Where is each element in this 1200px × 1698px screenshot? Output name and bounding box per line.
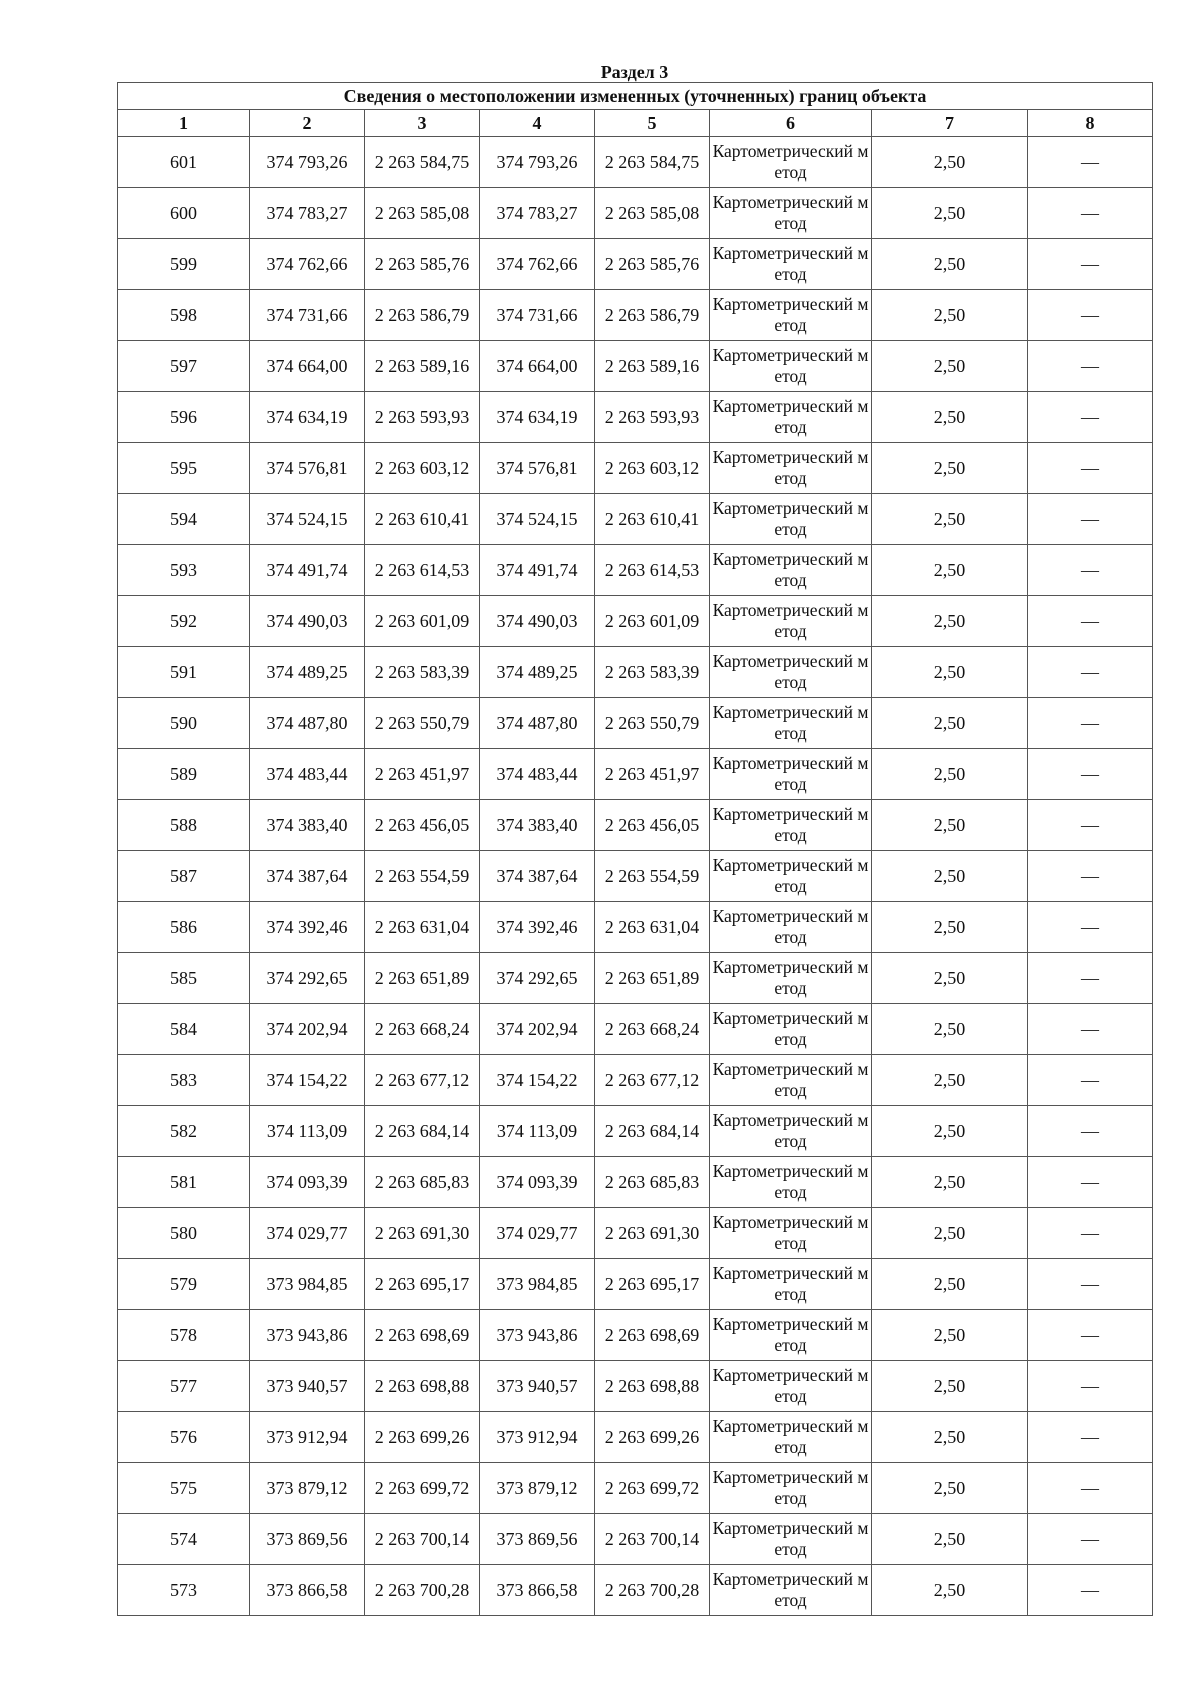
point-number-cell: 590 bbox=[118, 698, 250, 749]
point-number-cell: 577 bbox=[118, 1361, 250, 1412]
y-old-cell: 2 263 583,39 bbox=[365, 647, 480, 698]
precision-cell: 2,50 bbox=[872, 1055, 1028, 1106]
description-cell: — bbox=[1028, 1004, 1153, 1055]
method-cell: Картометрический метод bbox=[710, 953, 872, 1004]
description-cell: — bbox=[1028, 341, 1153, 392]
method-cell: Картометрический метод bbox=[710, 1463, 872, 1514]
description-cell: — bbox=[1028, 239, 1153, 290]
x-new-cell: 374 664,00 bbox=[480, 341, 595, 392]
point-number-cell: 599 bbox=[118, 239, 250, 290]
table-row bbox=[118, 1463, 1153, 1514]
y-old-cell: 2 263 601,09 bbox=[365, 596, 480, 647]
x-new-cell: 374 292,65 bbox=[480, 953, 595, 1004]
method-cell: Картометрический метод bbox=[710, 1565, 872, 1616]
column-number: 8 bbox=[1028, 110, 1153, 137]
x-old-cell: 374 387,64 bbox=[250, 851, 365, 902]
y-old-cell: 2 263 698,88 bbox=[365, 1361, 480, 1412]
point-number-cell: 585 bbox=[118, 953, 250, 1004]
y-new-cell: 2 263 614,53 bbox=[595, 545, 710, 596]
description-cell: — bbox=[1028, 494, 1153, 545]
column-number: 7 bbox=[872, 110, 1028, 137]
x-new-cell: 373 879,12 bbox=[480, 1463, 595, 1514]
table-caption: Сведения о местоположении измененных (уточненных) границ объекта bbox=[118, 83, 1153, 110]
table-row bbox=[118, 749, 1153, 800]
x-new-cell: 374 793,26 bbox=[480, 137, 595, 188]
description-cell: — bbox=[1028, 1208, 1153, 1259]
x-old-cell: 374 392,46 bbox=[250, 902, 365, 953]
y-new-cell: 2 263 456,05 bbox=[595, 800, 710, 851]
point-number-cell: 598 bbox=[118, 290, 250, 341]
precision-cell: 2,50 bbox=[872, 1106, 1028, 1157]
x-old-cell: 373 866,58 bbox=[250, 1565, 365, 1616]
description-cell: — bbox=[1028, 1514, 1153, 1565]
method-cell: Картометрический метод bbox=[710, 1157, 872, 1208]
x-old-cell: 373 940,57 bbox=[250, 1361, 365, 1412]
method-cell: Картометрический метод bbox=[710, 596, 872, 647]
table-row bbox=[118, 800, 1153, 851]
x-old-cell: 374 113,09 bbox=[250, 1106, 365, 1157]
point-number-cell: 600 bbox=[118, 188, 250, 239]
x-old-cell: 374 383,40 bbox=[250, 800, 365, 851]
table-row bbox=[118, 545, 1153, 596]
column-number: 2 bbox=[250, 110, 365, 137]
y-old-cell: 2 263 584,75 bbox=[365, 137, 480, 188]
x-old-cell: 374 202,94 bbox=[250, 1004, 365, 1055]
point-number-cell: 589 bbox=[118, 749, 250, 800]
point-number-cell: 597 bbox=[118, 341, 250, 392]
x-old-cell: 374 664,00 bbox=[250, 341, 365, 392]
point-number-cell: 581 bbox=[118, 1157, 250, 1208]
y-old-cell: 2 263 700,14 bbox=[365, 1514, 480, 1565]
description-cell: — bbox=[1028, 1463, 1153, 1514]
precision-cell: 2,50 bbox=[872, 1565, 1028, 1616]
point-number-cell: 580 bbox=[118, 1208, 250, 1259]
y-old-cell: 2 263 554,59 bbox=[365, 851, 480, 902]
x-old-cell: 374 491,74 bbox=[250, 545, 365, 596]
table-row bbox=[118, 1106, 1153, 1157]
method-cell: Картометрический метод bbox=[710, 902, 872, 953]
x-new-cell: 374 762,66 bbox=[480, 239, 595, 290]
point-number-cell: 579 bbox=[118, 1259, 250, 1310]
x-old-cell: 373 912,94 bbox=[250, 1412, 365, 1463]
description-cell: — bbox=[1028, 596, 1153, 647]
point-number-cell: 593 bbox=[118, 545, 250, 596]
y-old-cell: 2 263 603,12 bbox=[365, 443, 480, 494]
table-row bbox=[118, 1310, 1153, 1361]
method-cell: Картометрический метод bbox=[710, 1412, 872, 1463]
precision-cell: 2,50 bbox=[872, 1259, 1028, 1310]
method-cell: Картометрический метод bbox=[710, 341, 872, 392]
x-new-cell: 374 731,66 bbox=[480, 290, 595, 341]
y-new-cell: 2 263 700,14 bbox=[595, 1514, 710, 1565]
precision-cell: 2,50 bbox=[872, 239, 1028, 290]
x-new-cell: 373 869,56 bbox=[480, 1514, 595, 1565]
y-new-cell: 2 263 700,28 bbox=[595, 1565, 710, 1616]
table-row bbox=[118, 1157, 1153, 1208]
precision-cell: 2,50 bbox=[872, 290, 1028, 341]
point-number-cell: 586 bbox=[118, 902, 250, 953]
point-number-cell: 573 bbox=[118, 1565, 250, 1616]
table-row bbox=[118, 1514, 1153, 1565]
point-number-cell: 601 bbox=[118, 137, 250, 188]
description-cell: — bbox=[1028, 392, 1153, 443]
document-page bbox=[117, 62, 1152, 1616]
y-new-cell: 2 263 610,41 bbox=[595, 494, 710, 545]
precision-cell: 2,50 bbox=[872, 137, 1028, 188]
description-cell: — bbox=[1028, 1310, 1153, 1361]
y-new-cell: 2 263 583,39 bbox=[595, 647, 710, 698]
x-new-cell: 374 392,46 bbox=[480, 902, 595, 953]
point-number-cell: 596 bbox=[118, 392, 250, 443]
point-number-cell: 588 bbox=[118, 800, 250, 851]
method-cell: Картометрический метод bbox=[710, 392, 872, 443]
description-cell: — bbox=[1028, 1106, 1153, 1157]
y-old-cell: 2 263 651,89 bbox=[365, 953, 480, 1004]
method-cell: Картометрический метод bbox=[710, 1208, 872, 1259]
y-new-cell: 2 263 585,08 bbox=[595, 188, 710, 239]
point-number-cell: 578 bbox=[118, 1310, 250, 1361]
y-new-cell: 2 263 601,09 bbox=[595, 596, 710, 647]
x-new-cell: 373 866,58 bbox=[480, 1565, 595, 1616]
x-new-cell: 374 113,09 bbox=[480, 1106, 595, 1157]
y-new-cell: 2 263 668,24 bbox=[595, 1004, 710, 1055]
table-row bbox=[118, 1412, 1153, 1463]
y-old-cell: 2 263 668,24 bbox=[365, 1004, 480, 1055]
table-row bbox=[118, 1361, 1153, 1412]
method-cell: Картометрический метод bbox=[710, 239, 872, 290]
point-number-cell: 594 bbox=[118, 494, 250, 545]
method-cell: Картометрический метод bbox=[710, 290, 872, 341]
table-row bbox=[118, 1565, 1153, 1616]
description-cell: — bbox=[1028, 290, 1153, 341]
y-new-cell: 2 263 651,89 bbox=[595, 953, 710, 1004]
x-old-cell: 374 634,19 bbox=[250, 392, 365, 443]
y-new-cell: 2 263 585,76 bbox=[595, 239, 710, 290]
y-old-cell: 2 263 699,26 bbox=[365, 1412, 480, 1463]
y-new-cell: 2 263 677,12 bbox=[595, 1055, 710, 1106]
table-row bbox=[118, 443, 1153, 494]
x-new-cell: 374 576,81 bbox=[480, 443, 595, 494]
method-cell: Картометрический метод bbox=[710, 1514, 872, 1565]
y-old-cell: 2 263 614,53 bbox=[365, 545, 480, 596]
y-old-cell: 2 263 589,16 bbox=[365, 341, 480, 392]
description-cell: — bbox=[1028, 698, 1153, 749]
point-number-cell: 592 bbox=[118, 596, 250, 647]
method-cell: Картометрический метод bbox=[710, 1310, 872, 1361]
description-cell: — bbox=[1028, 1361, 1153, 1412]
y-old-cell: 2 263 456,05 bbox=[365, 800, 480, 851]
method-cell: Картометрический метод bbox=[710, 188, 872, 239]
y-old-cell: 2 263 585,08 bbox=[365, 188, 480, 239]
x-new-cell: 374 783,27 bbox=[480, 188, 595, 239]
y-old-cell: 2 263 593,93 bbox=[365, 392, 480, 443]
x-old-cell: 373 943,86 bbox=[250, 1310, 365, 1361]
point-number-cell: 583 bbox=[118, 1055, 250, 1106]
table-row bbox=[118, 494, 1153, 545]
precision-cell: 2,50 bbox=[872, 1412, 1028, 1463]
x-old-cell: 374 793,26 bbox=[250, 137, 365, 188]
y-new-cell: 2 263 685,83 bbox=[595, 1157, 710, 1208]
boundary-table bbox=[117, 82, 1153, 1616]
table-row bbox=[118, 137, 1153, 188]
precision-cell: 2,50 bbox=[872, 1157, 1028, 1208]
precision-cell: 2,50 bbox=[872, 596, 1028, 647]
description-cell: — bbox=[1028, 902, 1153, 953]
method-cell: Картометрический метод bbox=[710, 545, 872, 596]
x-old-cell: 374 490,03 bbox=[250, 596, 365, 647]
x-new-cell: 374 524,15 bbox=[480, 494, 595, 545]
y-old-cell: 2 263 451,97 bbox=[365, 749, 480, 800]
precision-cell: 2,50 bbox=[872, 800, 1028, 851]
table-row bbox=[118, 290, 1153, 341]
y-old-cell: 2 263 585,76 bbox=[365, 239, 480, 290]
table-row bbox=[118, 647, 1153, 698]
y-old-cell: 2 263 550,79 bbox=[365, 698, 480, 749]
precision-cell: 2,50 bbox=[872, 1361, 1028, 1412]
method-cell: Картометрический метод bbox=[710, 1259, 872, 1310]
column-number: 4 bbox=[480, 110, 595, 137]
table-row bbox=[118, 341, 1153, 392]
precision-cell: 2,50 bbox=[872, 1463, 1028, 1514]
y-old-cell: 2 263 698,69 bbox=[365, 1310, 480, 1361]
y-new-cell: 2 263 603,12 bbox=[595, 443, 710, 494]
precision-cell: 2,50 bbox=[872, 698, 1028, 749]
description-cell: — bbox=[1028, 1055, 1153, 1106]
method-cell: Картометрический метод bbox=[710, 698, 872, 749]
y-new-cell: 2 263 698,69 bbox=[595, 1310, 710, 1361]
x-new-cell: 374 029,77 bbox=[480, 1208, 595, 1259]
precision-cell: 2,50 bbox=[872, 1310, 1028, 1361]
column-number: 6 bbox=[710, 110, 872, 137]
point-number-cell: 595 bbox=[118, 443, 250, 494]
method-cell: Картометрический метод bbox=[710, 1055, 872, 1106]
table-row bbox=[118, 698, 1153, 749]
x-new-cell: 374 093,39 bbox=[480, 1157, 595, 1208]
point-number-cell: 582 bbox=[118, 1106, 250, 1157]
table-row bbox=[118, 188, 1153, 239]
table-row bbox=[118, 392, 1153, 443]
column-number: 5 bbox=[595, 110, 710, 137]
x-new-cell: 373 912,94 bbox=[480, 1412, 595, 1463]
y-old-cell: 2 263 691,30 bbox=[365, 1208, 480, 1259]
description-cell: — bbox=[1028, 1565, 1153, 1616]
y-old-cell: 2 263 700,28 bbox=[365, 1565, 480, 1616]
x-new-cell: 374 491,74 bbox=[480, 545, 595, 596]
precision-cell: 2,50 bbox=[872, 647, 1028, 698]
point-number-cell: 584 bbox=[118, 1004, 250, 1055]
point-number-cell: 574 bbox=[118, 1514, 250, 1565]
x-old-cell: 374 524,15 bbox=[250, 494, 365, 545]
x-old-cell: 374 154,22 bbox=[250, 1055, 365, 1106]
description-cell: — bbox=[1028, 545, 1153, 596]
point-number-cell: 575 bbox=[118, 1463, 250, 1514]
method-cell: Картометрический метод bbox=[710, 137, 872, 188]
x-new-cell: 374 489,25 bbox=[480, 647, 595, 698]
precision-cell: 2,50 bbox=[872, 851, 1028, 902]
x-old-cell: 374 731,66 bbox=[250, 290, 365, 341]
table-row bbox=[118, 1259, 1153, 1310]
precision-cell: 2,50 bbox=[872, 545, 1028, 596]
description-cell: — bbox=[1028, 1157, 1153, 1208]
description-cell: — bbox=[1028, 647, 1153, 698]
y-new-cell: 2 263 589,16 bbox=[595, 341, 710, 392]
y-new-cell: 2 263 699,26 bbox=[595, 1412, 710, 1463]
x-new-cell: 374 487,80 bbox=[480, 698, 595, 749]
y-new-cell: 2 263 550,79 bbox=[595, 698, 710, 749]
y-old-cell: 2 263 695,17 bbox=[365, 1259, 480, 1310]
point-number-cell: 576 bbox=[118, 1412, 250, 1463]
x-old-cell: 373 879,12 bbox=[250, 1463, 365, 1514]
table-row bbox=[118, 1004, 1153, 1055]
y-new-cell: 2 263 554,59 bbox=[595, 851, 710, 902]
table-row bbox=[118, 239, 1153, 290]
y-old-cell: 2 263 685,83 bbox=[365, 1157, 480, 1208]
x-old-cell: 374 576,81 bbox=[250, 443, 365, 494]
precision-cell: 2,50 bbox=[872, 443, 1028, 494]
precision-cell: 2,50 bbox=[872, 392, 1028, 443]
x-new-cell: 373 984,85 bbox=[480, 1259, 595, 1310]
table-row bbox=[118, 902, 1153, 953]
y-new-cell: 2 263 593,93 bbox=[595, 392, 710, 443]
y-old-cell: 2 263 684,14 bbox=[365, 1106, 480, 1157]
point-number-cell: 591 bbox=[118, 647, 250, 698]
description-cell: — bbox=[1028, 749, 1153, 800]
x-new-cell: 374 634,19 bbox=[480, 392, 595, 443]
table-row bbox=[118, 1055, 1153, 1106]
method-cell: Картометрический метод bbox=[710, 1361, 872, 1412]
y-new-cell: 2 263 584,75 bbox=[595, 137, 710, 188]
precision-cell: 2,50 bbox=[872, 902, 1028, 953]
table-row bbox=[118, 596, 1153, 647]
precision-cell: 2,50 bbox=[872, 749, 1028, 800]
x-new-cell: 374 202,94 bbox=[480, 1004, 595, 1055]
description-cell: — bbox=[1028, 953, 1153, 1004]
x-new-cell: 374 490,03 bbox=[480, 596, 595, 647]
x-old-cell: 373 869,56 bbox=[250, 1514, 365, 1565]
method-cell: Картометрический метод bbox=[710, 800, 872, 851]
description-cell: — bbox=[1028, 1412, 1153, 1463]
x-old-cell: 374 489,25 bbox=[250, 647, 365, 698]
x-old-cell: 374 487,80 bbox=[250, 698, 365, 749]
x-new-cell: 374 387,64 bbox=[480, 851, 595, 902]
x-new-cell: 374 483,44 bbox=[480, 749, 595, 800]
x-old-cell: 373 984,85 bbox=[250, 1259, 365, 1310]
column-number: 3 bbox=[365, 110, 480, 137]
y-new-cell: 2 263 695,17 bbox=[595, 1259, 710, 1310]
x-old-cell: 374 029,77 bbox=[250, 1208, 365, 1259]
y-new-cell: 2 263 631,04 bbox=[595, 902, 710, 953]
description-cell: — bbox=[1028, 188, 1153, 239]
x-old-cell: 374 093,39 bbox=[250, 1157, 365, 1208]
table-row bbox=[118, 851, 1153, 902]
y-old-cell: 2 263 610,41 bbox=[365, 494, 480, 545]
section-title: Раздел 3 bbox=[600, 62, 669, 82]
description-cell: — bbox=[1028, 443, 1153, 494]
table-caption-row bbox=[118, 83, 1153, 110]
method-cell: Картометрический метод bbox=[710, 1004, 872, 1055]
table-row bbox=[118, 953, 1153, 1004]
method-cell: Картометрический метод bbox=[710, 1106, 872, 1157]
precision-cell: 2,50 bbox=[872, 953, 1028, 1004]
y-old-cell: 2 263 677,12 bbox=[365, 1055, 480, 1106]
x-old-cell: 374 762,66 bbox=[250, 239, 365, 290]
y-old-cell: 2 263 586,79 bbox=[365, 290, 480, 341]
y-new-cell: 2 263 691,30 bbox=[595, 1208, 710, 1259]
method-cell: Картометрический метод bbox=[710, 749, 872, 800]
column-number: 1 bbox=[118, 110, 250, 137]
y-new-cell: 2 263 699,72 bbox=[595, 1463, 710, 1514]
y-old-cell: 2 263 631,04 bbox=[365, 902, 480, 953]
method-cell: Картометрический метод bbox=[710, 494, 872, 545]
x-old-cell: 374 292,65 bbox=[250, 953, 365, 1004]
method-cell: Картометрический метод bbox=[710, 851, 872, 902]
x-new-cell: 374 383,40 bbox=[480, 800, 595, 851]
table-row bbox=[118, 1208, 1153, 1259]
point-number-cell: 587 bbox=[118, 851, 250, 902]
x-new-cell: 373 940,57 bbox=[480, 1361, 595, 1412]
x-old-cell: 374 783,27 bbox=[250, 188, 365, 239]
y-new-cell: 2 263 451,97 bbox=[595, 749, 710, 800]
y-new-cell: 2 263 684,14 bbox=[595, 1106, 710, 1157]
y-new-cell: 2 263 586,79 bbox=[595, 290, 710, 341]
x-new-cell: 374 154,22 bbox=[480, 1055, 595, 1106]
description-cell: — bbox=[1028, 137, 1153, 188]
description-cell: — bbox=[1028, 1259, 1153, 1310]
description-cell: — bbox=[1028, 800, 1153, 851]
precision-cell: 2,50 bbox=[872, 494, 1028, 545]
precision-cell: 2,50 bbox=[872, 1208, 1028, 1259]
y-new-cell: 2 263 698,88 bbox=[595, 1361, 710, 1412]
y-old-cell: 2 263 699,72 bbox=[365, 1463, 480, 1514]
column-number-row bbox=[118, 110, 1153, 137]
precision-cell: 2,50 bbox=[872, 1514, 1028, 1565]
x-new-cell: 373 943,86 bbox=[480, 1310, 595, 1361]
x-old-cell: 374 483,44 bbox=[250, 749, 365, 800]
precision-cell: 2,50 bbox=[872, 341, 1028, 392]
method-cell: Картометрический метод bbox=[710, 647, 872, 698]
method-cell: Картометрический метод bbox=[710, 443, 872, 494]
description-cell: — bbox=[1028, 851, 1153, 902]
precision-cell: 2,50 bbox=[872, 1004, 1028, 1055]
precision-cell: 2,50 bbox=[872, 188, 1028, 239]
